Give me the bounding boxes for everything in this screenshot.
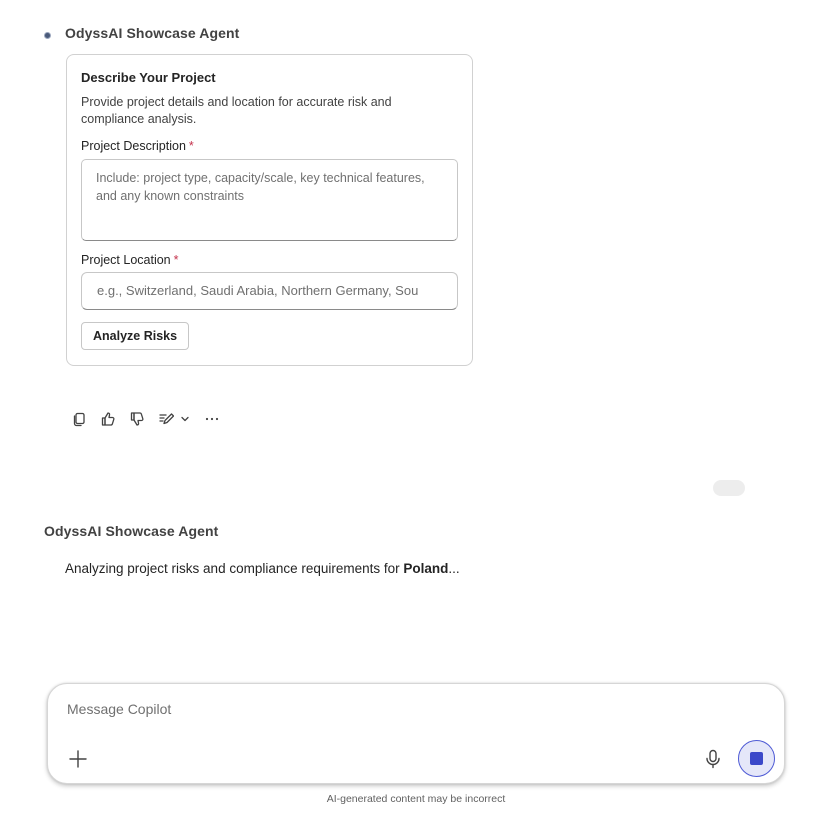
project-description-label: Project Description * [81, 139, 194, 153]
analyze-risks-button[interactable]: Analyze Risks [81, 322, 189, 350]
copy-icon[interactable] [68, 408, 90, 430]
stop-generating-button[interactable] [738, 740, 775, 777]
thumbs-up-icon[interactable] [97, 408, 119, 430]
chevron-down-icon[interactable] [179, 408, 191, 430]
project-location-input[interactable]: e.g., Switzerland, Saudi Arabia, Northern Germany, Sou [81, 272, 458, 310]
message-composer [47, 683, 785, 784]
user-message-bubble [713, 480, 745, 496]
message-input[interactable] [67, 701, 667, 717]
card-title: Describe Your Project [81, 70, 216, 85]
project-location-label: Project Location * [81, 253, 179, 267]
card-description: Provide project details and location for accurate risk and compliance analysis. [81, 95, 392, 126]
agent-avatar [44, 32, 51, 39]
message-actions [68, 408, 230, 430]
microphone-icon[interactable] [704, 749, 722, 769]
agent-name: OdyssAI Showcase Agent [44, 523, 219, 539]
required-mark: * [173, 253, 179, 267]
thumbs-down-icon[interactable] [126, 408, 148, 430]
status-location: Poland [403, 561, 449, 576]
analysis-status-text: Analyzing project risks and compliance requirements for Poland... [65, 561, 460, 576]
required-mark: * [188, 139, 194, 153]
edit-icon[interactable] [155, 408, 177, 430]
project-description-input[interactable]: Include: project type, capacity/scale, key technical features, and any known constraints [81, 159, 458, 241]
more-icon[interactable] [201, 408, 223, 430]
stop-icon [750, 752, 763, 765]
project-form-card [66, 54, 473, 366]
ai-disclaimer: AI-generated content may be incorrect [326, 793, 506, 805]
agent-name: OdyssAI Showcase Agent [65, 25, 240, 41]
add-attachment-icon[interactable] [67, 748, 89, 770]
